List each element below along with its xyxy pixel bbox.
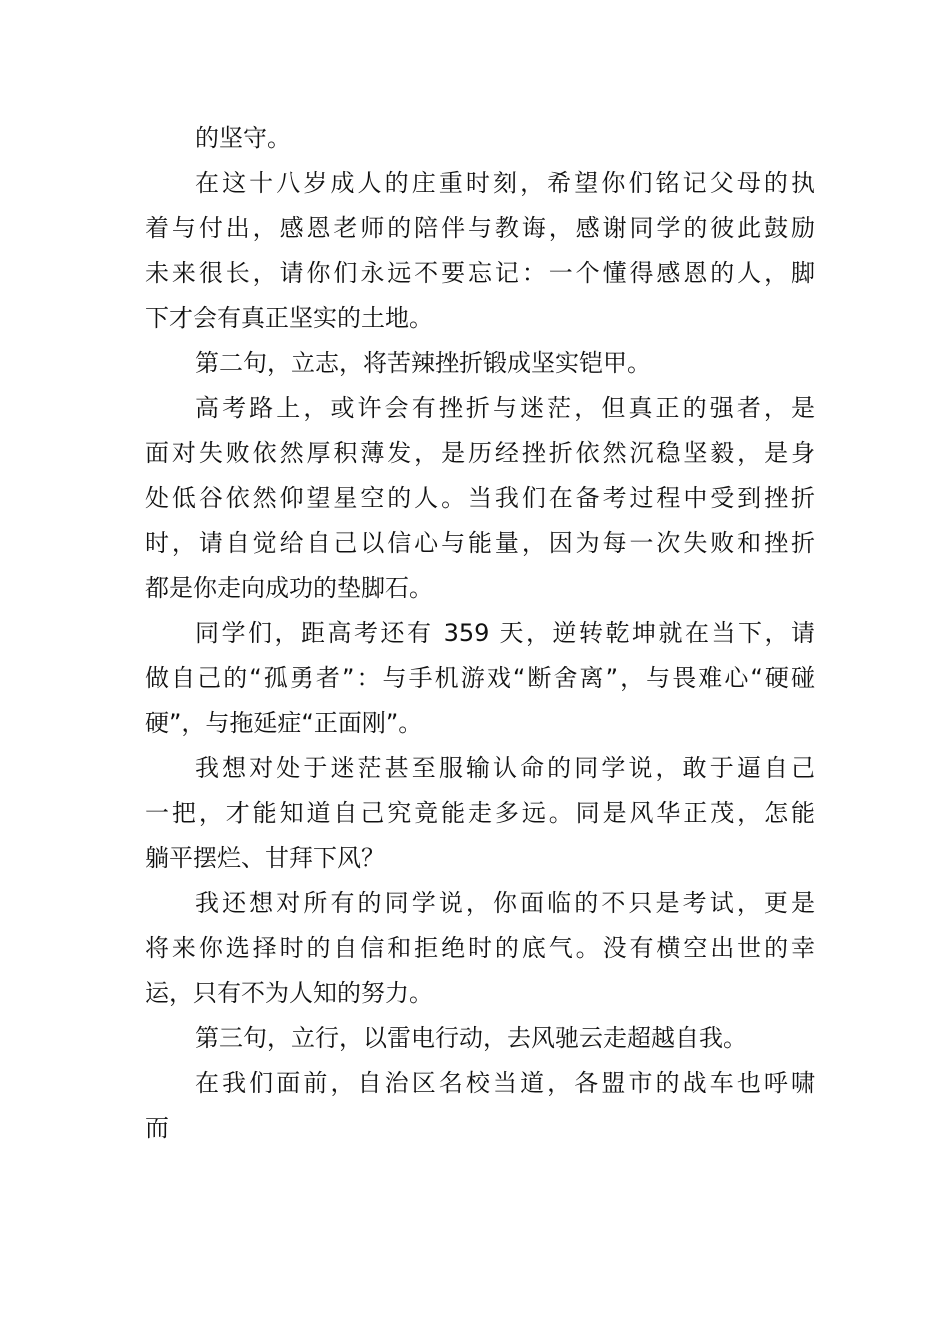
text-line: 同学们，距高考还有 359 天，逆转乾坤就在当下，请 [195, 619, 815, 647]
text-line: 我还想对所有的同学说，你面临的不只是考试，更是 [195, 889, 815, 917]
text-line: 下才会有真正坚实的土地。 [145, 304, 433, 332]
text-line: 躺平摆烂、甘拜下风？ [145, 844, 385, 872]
text-line: 一把，才能知道自己究竟能走多远。同是风华正茂，怎能 [145, 799, 815, 827]
text-line: 时，请自觉给自己以信心与能量，因为每一次失败和挫折 [145, 529, 815, 557]
text-line: 着与付出，感恩老师的陪伴与教诲，感谢同学的彼此鼓励 [145, 214, 815, 242]
text-line: 都是你走向成功的垫脚石。 [145, 574, 433, 602]
text-line: 第二句，立志，将苦辣挫折锻成坚实铠甲。 [195, 349, 651, 377]
text-line: 运，只有不为人知的努力。 [145, 979, 433, 1007]
text-line: 做自己的“孤勇者”：与手机游戏“断舍离”，与畏难心“硬碰 [145, 664, 815, 692]
text-line: 我想对处于迷茫甚至服输认命的同学说，敢于逼自己 [195, 754, 815, 782]
text-line: 在我们面前，自治区名校当道，各盟市的战车也呼啸 [195, 1069, 815, 1097]
text-line: 面对失败依然厚积薄发，是历经挫折依然沉稳坚毅，是身 [145, 439, 815, 467]
text-line: 高考路上，或许会有挫折与迷茫，但真正的强者，是 [195, 394, 815, 422]
text-line: 在这十八岁成人的庄重时刻，希望你们铭记父母的执 [195, 169, 815, 197]
text-line: 未来很长，请你们永远不要忘记：一个懂得感恩的人，脚 [145, 259, 815, 287]
text-line: 处低谷依然仰望星空的人。当我们在备考过程中受到挫折 [145, 484, 815, 512]
text-line: 硬”，与拖延症“正面刚”。 [145, 709, 423, 737]
text-line: 将来你选择时的自信和拒绝时的底气。没有横空出世的幸 [145, 934, 815, 962]
text-line: 的坚守。 [195, 124, 291, 152]
text-line: 而 [145, 1114, 169, 1142]
text-line: 第三句，立行，以雷电行动，去风驰云走超越自我。 [195, 1024, 747, 1052]
